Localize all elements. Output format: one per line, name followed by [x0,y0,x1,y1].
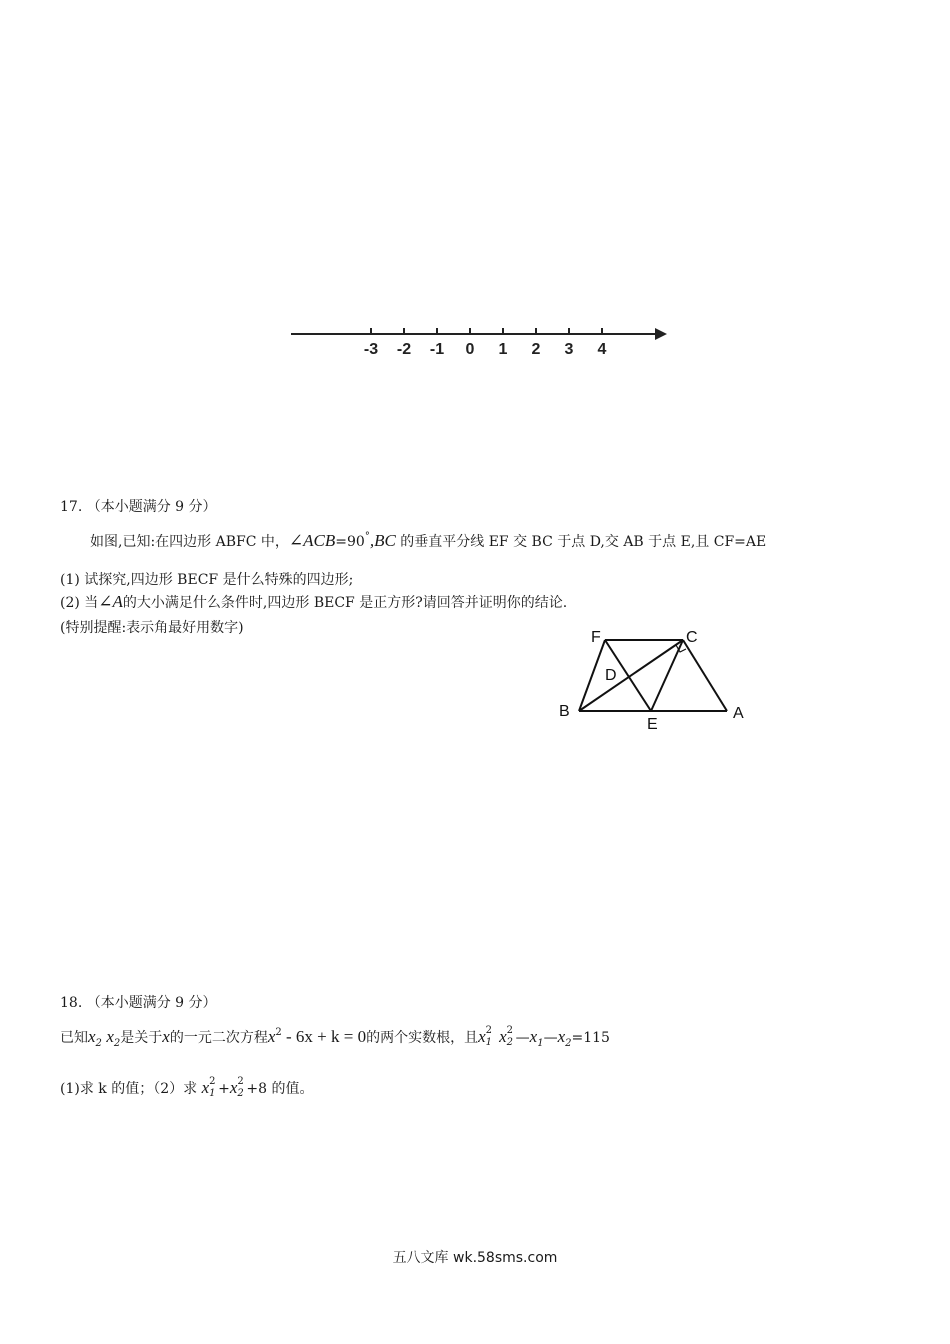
q18-equation-desc: 的一元二次方程 [169,1030,268,1046]
q18-given-prefix: 已知 [60,1030,88,1046]
q18-statement [60,1027,610,1047]
tick-label: 1 [498,341,508,358]
number-line-arrow [655,328,667,340]
variable-x: x [162,1027,170,1046]
segment-fb [579,640,605,711]
label-a: A [733,705,744,722]
q18-heading: 18. （本小题满分 9 分） [60,995,217,1011]
root-x-second: x [106,1027,114,1046]
root-x-first: x [88,1027,96,1046]
tick-label: 2 [531,341,541,358]
label-d: D [605,667,617,684]
number-line [285,318,675,366]
q17-part2-suffix: 的大小满足什么条件时,四边形 BECF 是正方形?请回答并证明你的结论. [122,595,568,611]
equation-rest: - 6x + k = 0 [281,1027,367,1046]
cond-x2: x [499,1027,507,1046]
q17-part2 [60,592,567,612]
q17-reminder: (特别提醒:表示角最好用数字) [60,620,244,636]
tick-label: -2 [396,341,412,358]
equation-x: x [267,1027,276,1046]
tick-label: 3 [564,341,574,358]
tick-label: 0 [465,341,475,358]
sum-plus: + [218,1081,230,1097]
sum-x2: x [229,1078,238,1097]
cond-x1: x [478,1027,486,1046]
degree-symbol: ° [364,531,370,542]
angle-acb-expression: ∠ACB [288,531,336,550]
segment-ca [683,640,727,711]
quadrilateral-figure [555,622,755,734]
sum-x1: x [201,1078,210,1097]
q18-part2-tail: +8 的值。 [246,1081,314,1097]
q17-intro [90,531,766,551]
cond-x1-linear: x [529,1027,538,1046]
footer-watermark: 五八文库 wk.58sms.com [392,1250,558,1266]
label-f: F [591,629,601,646]
minus-dash-1: — [515,1030,530,1046]
tick-label: -1 [429,341,445,358]
bc-expression: ,BC [369,531,396,550]
q18-condition-desc: 的两个实数根，且 [366,1030,479,1046]
sum-x1-scripts: 2 1 [209,1076,216,1099]
cond-x1-linear-subscript: 1 [537,1038,544,1049]
q17-heading: 17. （本小题满分 9 分） [60,499,217,515]
tick-label: -3 [363,341,379,358]
minus-dash-2: — [543,1030,558,1046]
cond-x2-linear: x [557,1027,566,1046]
q17-part1: (1) 试探究,四边形 BECF 是什么特殊的四边形; [60,572,354,588]
cond-x2-scripts: 2 2 [506,1025,514,1048]
q18-parts [60,1078,314,1098]
condition-value: =115 [571,1030,610,1046]
label-c: C [686,629,698,646]
label-e: E [647,716,658,733]
angle-a-expression: ∠A [98,592,123,611]
sum-x2-scripts: 2 2 [237,1076,244,1099]
q18-part1: (1)求 k 的值；（2）求 [60,1081,198,1097]
equation-square: 2 [275,1027,282,1038]
cond-x1-scripts: 2 1 [485,1025,493,1048]
q17-intro-suffix: 的垂直平分线 EF 交 BC 于点 D,交 AB 于点 E,且 CF=AE [400,534,767,550]
q17-part2-prefix: (2) 当 [60,595,99,611]
cond-x2-linear-subscript: 2 [565,1038,572,1049]
tick-label: 4 [597,341,607,358]
root-x-second-subscript: 2 [113,1038,121,1049]
root-x-first-subscript: 2 [95,1038,102,1049]
label-b: B [559,703,570,720]
q18-about: 是关于 [120,1030,163,1046]
angle-value: =90 [335,534,365,550]
q17-intro-prefix: 如图,已知:在四边形 ABFC 中， [90,534,289,550]
